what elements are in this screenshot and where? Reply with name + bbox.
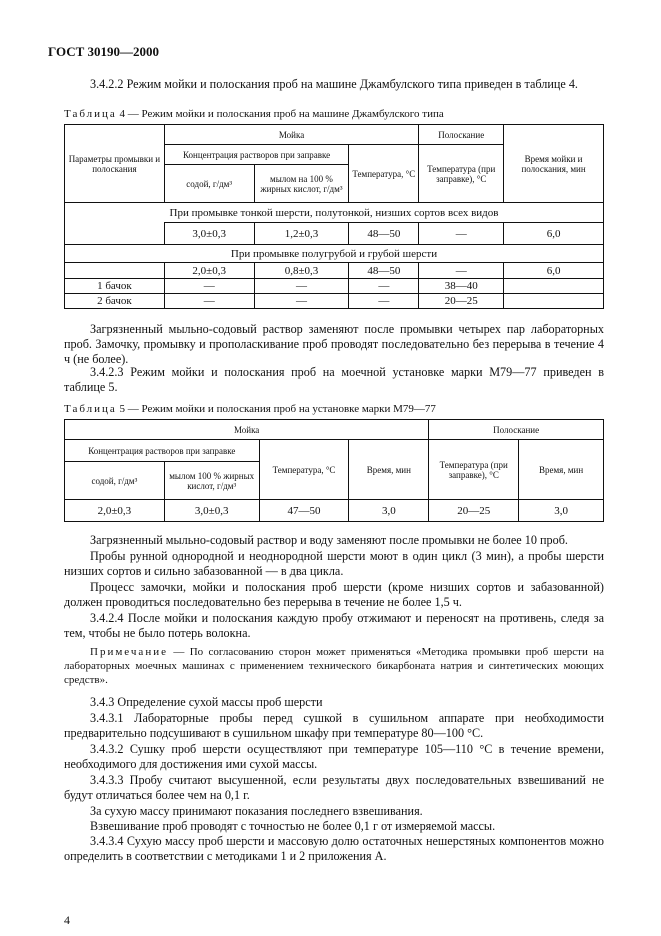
t5-header-rinse: Полоскание [429, 420, 604, 440]
table4-caption-prefix: Таблица [64, 108, 117, 120]
table5-caption [64, 403, 436, 415]
paragraph-dry-mass: За сухую массу принимают показания последнего взвешивания. [90, 804, 423, 818]
t5-cell: 3,0 [519, 500, 604, 522]
table5-caption-text: 5 — Режим мойки и полоскания проб на установке марки М79—77 [119, 403, 436, 415]
paragraph-3-4-3-3: 3.4.3.3 Пробу считают высушенной, если результаты двух последовательных взвешиваний не будут отличаться более чем на 0,1 г. [64, 773, 604, 802]
t4-cell: — [419, 263, 504, 279]
table-4 [64, 124, 604, 309]
paragraph-replace-water: Загрязненный мыльно-содовый раствор и воду заменяют после промывки не более 10 проб. [90, 533, 568, 547]
paragraph-3-4-3-4: 3.4.3.4 Сухую массу проб шерсти и массовую долю остаточных нешерстяных компонентов можно определить в соответствии с методиками 1 и 2 приложения А. [64, 834, 604, 863]
paragraph-3-4-2-2: 3.4.2.2 Режим мойки и полоскания проб на машине Джамбулского типа приведен в таблице 4. [90, 77, 578, 91]
t4-header-soap: мылом на 100 % жирных кислот, г/дм³ [254, 165, 349, 203]
t4-section-1: При промывке тонкой шерсти, полутонкой, низших сортов всех видов [65, 203, 604, 223]
table4-caption-text: 4 — Режим мойки и полоскания проб на машине Джамбулского типа [119, 108, 444, 120]
t4-cell: — [254, 279, 349, 294]
t5-header-time: Время, мин [349, 440, 429, 500]
t4-cell: 3,0±0,3 [164, 223, 254, 245]
t4-cell: 38—40 [419, 279, 504, 294]
t5-header-wash: Мойка [65, 420, 429, 440]
t4-cell: 6,0 [504, 263, 604, 279]
note-label: Примечание [90, 646, 168, 658]
t4-section-2: При промывке полугрубой и грубой шерсти [65, 245, 604, 263]
t4-cell: 6,0 [504, 223, 604, 245]
t5-header-rinse-temp: Температура (при заправке), °С [429, 440, 519, 500]
paragraph-3-4-3: 3.4.3 Определение сухой массы проб шерсти [90, 695, 323, 709]
t5-cell: 20—25 [429, 500, 519, 522]
t4-header-wash: Мойка [164, 125, 418, 145]
page-number: 4 [64, 913, 70, 927]
t4-cell: — [419, 223, 504, 245]
t4-cell [504, 279, 604, 294]
t5-header-conc: Концентрация растворов при заправке [65, 440, 260, 462]
table-row [65, 294, 604, 309]
t5-cell: 47—50 [259, 500, 349, 522]
note [64, 645, 604, 687]
t4-cell: 0,8±0,3 [254, 263, 349, 279]
paragraph-3-4-3-1: 3.4.3.1 Лабораторные пробы перед сушкой в сушильном аппарате при необходимости предварительно подсушивают в сушильном шкафу при температуре 80—100 °С. [64, 711, 604, 740]
paragraph-3-4-2-3: 3.4.2.3 Режим мойки и полоскания проб на моечной установке марки М79—77 приведен в таблице 5. [64, 365, 604, 394]
paragraph-3-4-2-4: 3.4.2.4 После мойки и полоскания каждую пробу отжимают и переносят на противень, следя за тем, чтобы не было потерь волокна. [64, 611, 604, 640]
t4-cell: 20—25 [419, 294, 504, 309]
t5-header-temp: Температура, °С [259, 440, 349, 500]
t4-cell: — [164, 294, 254, 309]
paragraph-replace-solution: Загрязненный мыльно-содовый раствор заменяют после промывки четырех пар лабораторных проб. Замочку, промывку и прополаскивание проб проводят последовательно без перерыва в течение 4 ч (не более). [64, 322, 604, 366]
t4-cell: 1 бачок [65, 279, 165, 294]
table-5 [64, 419, 604, 522]
table-row [65, 263, 604, 279]
paragraph-weighing: Взвешивание проб проводят с точностью не более 0,1 г от измеряемой массы. [90, 819, 496, 833]
t5-header-rinse-time: Время, мин [519, 440, 604, 500]
t4-cell [504, 294, 604, 309]
t4-header-rinse: Полоскание [419, 125, 504, 145]
t5-header-soda: содой, г/дм³ [65, 462, 165, 500]
document-header: ГОСТ 30190—2000 [48, 44, 160, 59]
table-row [65, 500, 604, 522]
t5-cell: 3,0±0,3 [164, 500, 259, 522]
t5-cell: 3,0 [349, 500, 429, 522]
t4-cell: 1,2±0,3 [254, 223, 349, 245]
t5-cell: 2,0±0,3 [65, 500, 165, 522]
t4-cell [65, 263, 165, 279]
t4-header-soda: содой, г/дм³ [164, 165, 254, 203]
t4-cell: — [254, 294, 349, 309]
t4-header-time: Время мойки и полоскания, мин [504, 125, 604, 203]
t4-cell: 2,0±0,3 [164, 263, 254, 279]
t4-header-temp: Температура, °С [349, 145, 419, 203]
t4-cell: 48—50 [349, 263, 419, 279]
t4-header-params: Параметры промывки и полоскания [65, 125, 165, 203]
paragraph-wash-cycles: Пробы рунной однородной и неоднородной шерсти моют в один цикл (3 мин), а пробы шерсти низших сортов и сильно забазованной — в два цикла. [64, 549, 604, 578]
paragraph-process-time: Процесс замочки, мойки и полоскания проб шерсти (кроме низших сортов и забазованной) должен проводиться последовательно без перерыва в течение не более 1,5 ч. [64, 580, 604, 609]
t4-header-rinse-temp: Температура (при заправке), °С [419, 145, 504, 203]
table4-caption [64, 108, 444, 120]
table-row [65, 223, 604, 245]
t4-cell: 48—50 [349, 223, 419, 245]
paragraph-3-4-3-2: 3.4.3.2 Сушку проб шерсти осуществляют при температуре 105—110 °С в течение времени, необходимого для достижения ими сухой массы. [64, 742, 604, 771]
t4-cell: — [349, 279, 419, 294]
t5-header-soap: мылом 100 % жирных кислот, г/дм³ [164, 462, 259, 500]
note-text: — По согласованию сторон может применяться «Методика промывки проб шерсти на лабораторных моечных машинах с применением технического бикарбоната натрия и синтетических моющих средств». [64, 646, 604, 686]
table5-caption-prefix: Таблица [64, 403, 117, 415]
t4-cell: — [164, 279, 254, 294]
table-row [65, 279, 604, 294]
t4-cell: — [349, 294, 419, 309]
t4-cell: 2 бачок [65, 294, 165, 309]
t4-header-conc: Концентрация растворов при заправке [164, 145, 349, 165]
